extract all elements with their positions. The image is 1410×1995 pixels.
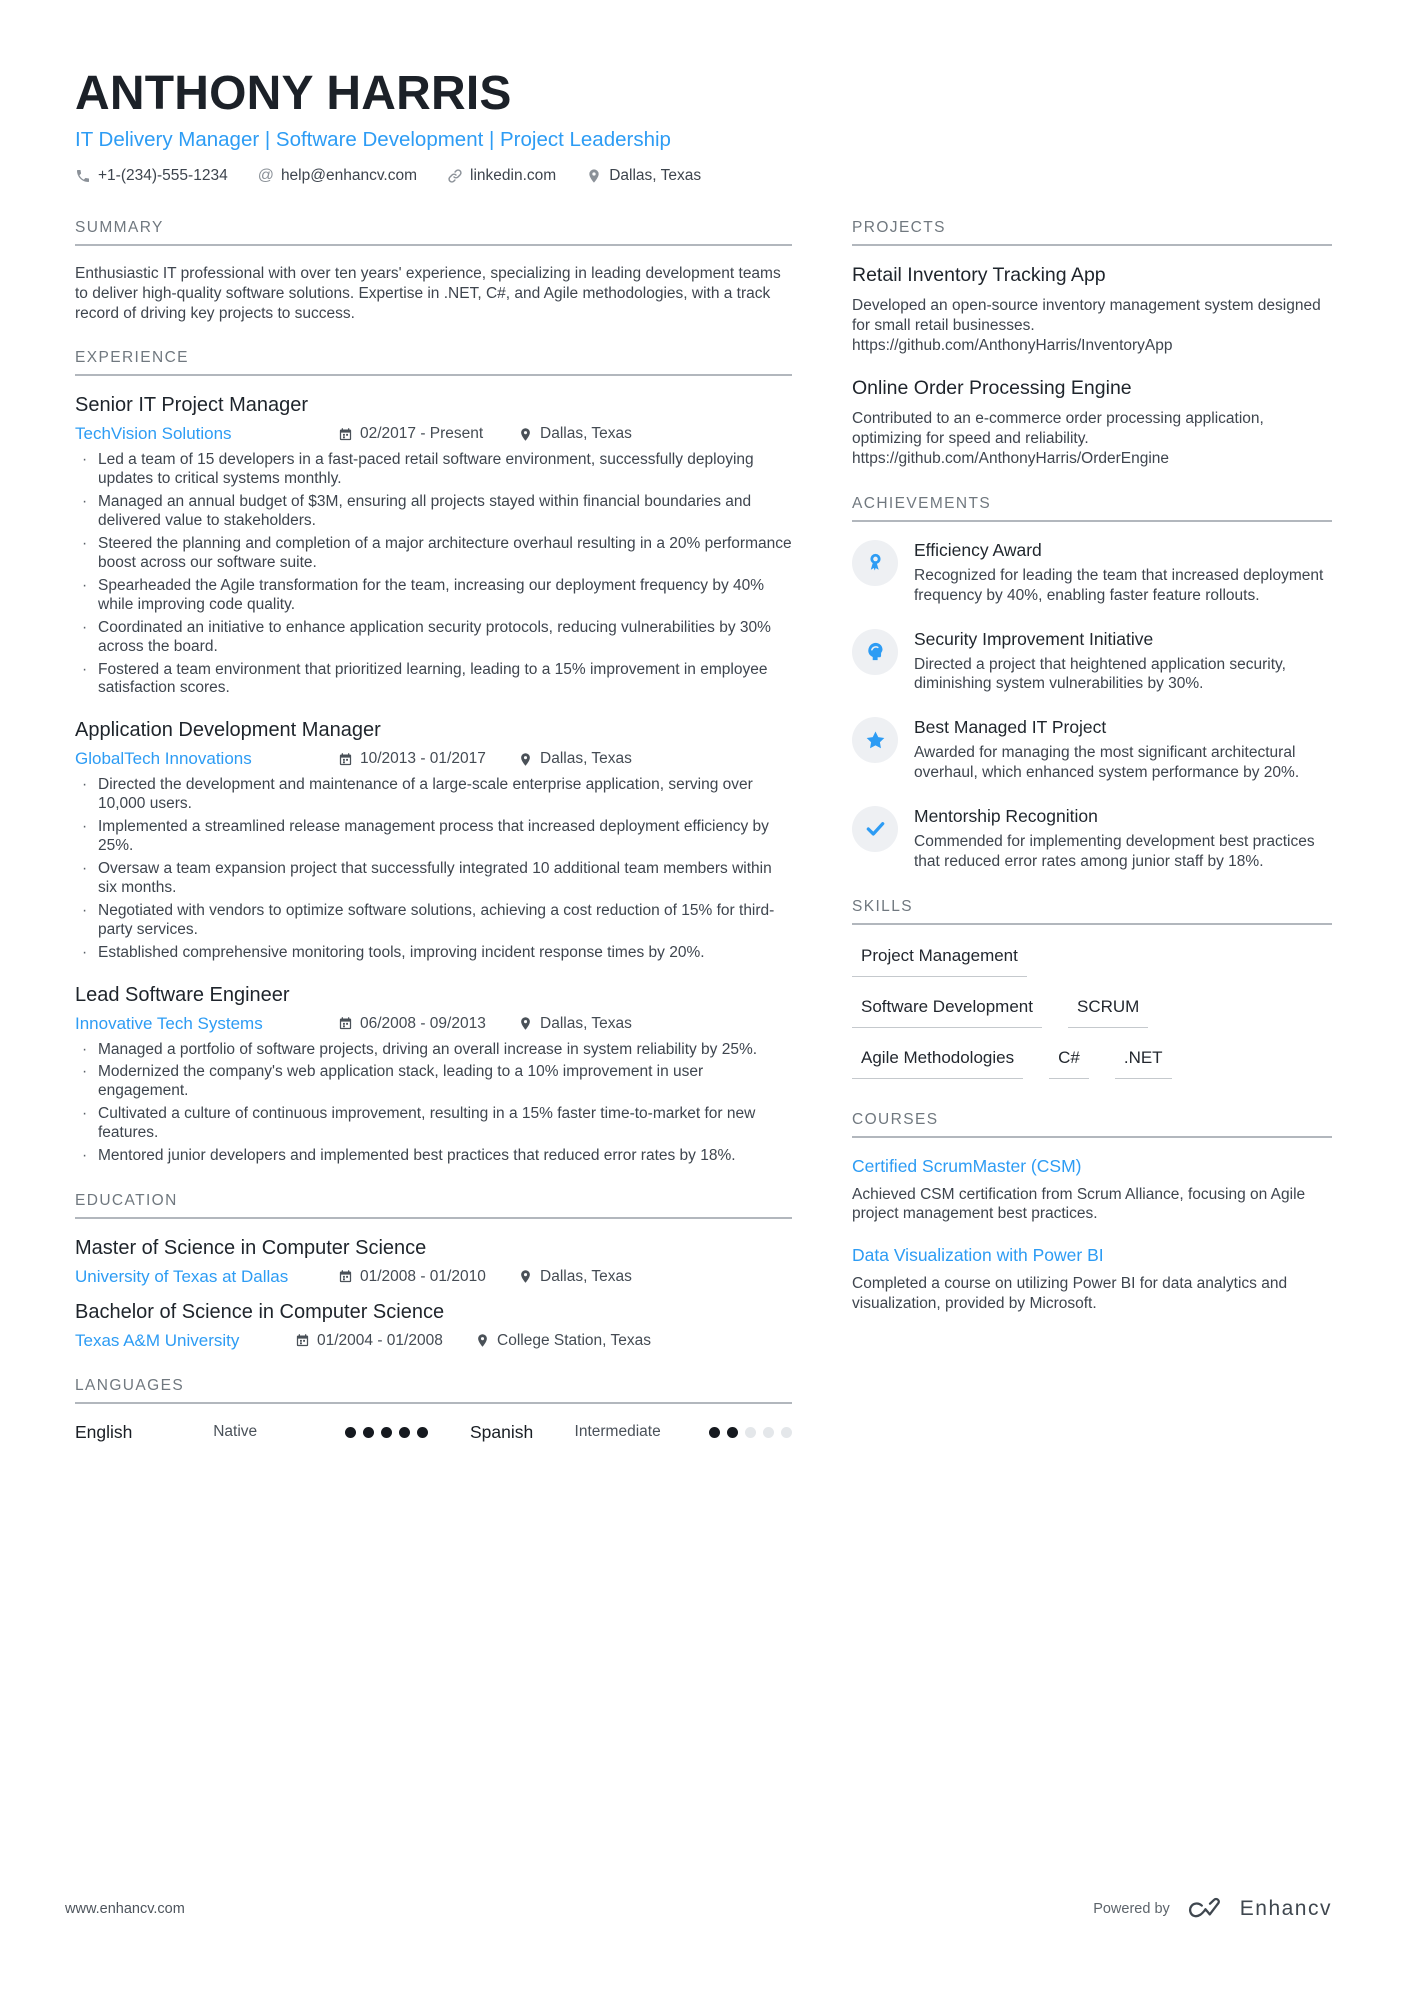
- language-level: Native: [213, 1423, 258, 1441]
- achievement-content: [914, 717, 1332, 783]
- education-location-text: Dallas, Texas: [540, 1267, 632, 1285]
- email-contact: [258, 167, 417, 185]
- project-description: Developed an open-source inventory management system designed for small retail businesses.: [852, 297, 1321, 334]
- achievement-description: Awarded for managing the most significant architectural overhaul, which enhanced system performance by 20%.: [914, 744, 1300, 782]
- experience-entry: [75, 719, 792, 962]
- degree-title: Bachelor of Science in Computer Science: [75, 1300, 445, 1323]
- job-location-text: Dallas, Texas: [540, 750, 632, 768]
- job-bullet: · Established comprehensive monitoring tools, improving incident response times by 20%.: [75, 944, 792, 963]
- degree-title: Master of Science in Computer Science: [75, 1236, 427, 1259]
- skills-row: [852, 1045, 1332, 1079]
- project-description: Contributed to an e-commerce order processing application, optimizing for speed and reliability.: [852, 410, 1264, 448]
- job-bullets: [75, 776, 792, 962]
- job-location: [518, 1015, 632, 1033]
- calendar-icon: [338, 427, 353, 442]
- job-location-text: Dallas, Texas: [540, 1014, 632, 1032]
- link-icon: [447, 168, 463, 184]
- achievement-title: Mentorship Recognition: [914, 805, 1098, 826]
- skills-section: [852, 898, 1332, 1079]
- education-section: [75, 1192, 792, 1351]
- job-dates-text: 02/2017 - Present: [360, 425, 484, 443]
- proficiency-dot: [417, 1427, 428, 1438]
- language-level: Intermediate: [574, 1423, 661, 1441]
- proficiency-dot: [727, 1427, 738, 1438]
- languages-heading: LANGUAGES: [75, 1377, 792, 1404]
- job-bullet: · Managed a portfolio of software projects, driving an overall increase in system reliability by 25%.: [75, 1041, 792, 1060]
- proficiency-dot: [745, 1427, 756, 1438]
- achievement-entry: [852, 629, 1332, 695]
- job-bullet: · Fostered a team environment that prioritized learning, leading to a 15% improvement in employee satisfaction scores.: [75, 661, 792, 699]
- education-dates-text: 01/2008 - 01/2010: [360, 1267, 486, 1285]
- school-link[interactable]: Texas A&M University: [75, 1330, 240, 1350]
- achievements-section: [852, 495, 1332, 872]
- location-pin-icon: [518, 752, 533, 767]
- project-url[interactable]: https://github.com/AnthonyHarris/InventoryApp: [852, 336, 1173, 354]
- location-text: Dallas, Texas: [609, 167, 702, 184]
- job-meta-row: [75, 424, 792, 444]
- achievement-description: Commended for implementing development best practices that reduced error rates among junior staff by 18%.: [914, 832, 1315, 870]
- education-location: [518, 1268, 632, 1286]
- project-url[interactable]: https://github.com/AnthonyHarris/OrderEngine: [852, 450, 1170, 468]
- mind-icon: [852, 629, 898, 675]
- course-title-link[interactable]: Certified ScrumMaster (CSM): [852, 1155, 1082, 1176]
- calendar-icon: [338, 752, 353, 767]
- achievement-title: Efficiency Award: [914, 539, 1042, 560]
- check-icon: [852, 806, 898, 852]
- calendar-icon: [338, 1269, 353, 1284]
- summary-text: Enthusiastic IT professional with over ten years' experience, specializing in leading development teams to deliver high-quality software solutions. Expertise in .NET, C#, and Agile methodologies, with a track record of driving key projects to success.: [75, 265, 781, 322]
- job-bullet: · Cultivated a culture of continuous improvement, resulting in a 15% faster time-to-market for new features.: [75, 1105, 792, 1143]
- skills-row: [852, 994, 1332, 1028]
- education-meta-row: [75, 1267, 792, 1287]
- job-bullet: · Oversaw a team expansion project that successfully integrated 10 additional team members within six months.: [75, 860, 792, 898]
- location-pin-icon: [518, 1269, 533, 1284]
- job-title: Senior IT Project Manager: [75, 394, 309, 417]
- skill-tag: Software Development: [852, 994, 1042, 1028]
- education-dates: [295, 1332, 475, 1350]
- achievements-heading: ACHIEVEMENTS: [852, 495, 1332, 522]
- skill-tag: Agile Methodologies: [852, 1045, 1023, 1079]
- proficiency-dot: [709, 1427, 720, 1438]
- job-bullet: · Spearheaded the Agile transformation for the team, increasing our deployment frequency by 40% while improving code quality.: [75, 577, 792, 615]
- course-entry: [852, 1245, 1332, 1314]
- left-column: [75, 219, 792, 1469]
- job-location: [518, 750, 632, 768]
- job-title: Application Development Manager: [75, 719, 381, 742]
- location-icon: [586, 168, 602, 184]
- courses-heading: COURSES: [852, 1111, 1332, 1138]
- proficiency-dot: [381, 1427, 392, 1438]
- job-dates-text: 10/2013 - 01/2017: [360, 750, 486, 768]
- achievement-content: [914, 629, 1332, 695]
- job-bullet: · Implemented a streamlined release management process that increased deployment efficiency by 25%.: [75, 818, 792, 856]
- email-icon: @: [257, 167, 274, 184]
- projects-section: [852, 219, 1332, 469]
- enhancv-site-link[interactable]: www.enhancv.com: [65, 1901, 185, 1917]
- job-bullets: [75, 451, 792, 698]
- job-meta-row: [75, 749, 792, 769]
- achievement-entry: [852, 806, 1332, 872]
- proficiency-dot: [399, 1427, 410, 1438]
- proficiency-dot: [345, 1427, 356, 1438]
- location-pin-icon: [475, 1333, 490, 1348]
- email-address[interactable]: help@enhancv.com: [280, 167, 418, 184]
- project-entry: [852, 264, 1332, 355]
- job-location-text: Dallas, Texas: [540, 425, 632, 443]
- star-icon: [852, 717, 898, 763]
- achievement-entry: [852, 540, 1332, 606]
- job-dates: [338, 425, 518, 443]
- achievement-entry: [852, 717, 1332, 783]
- education-dates-text: 01/2004 - 01/2008: [317, 1331, 443, 1349]
- company-link[interactable]: GlobalTech Innovations: [75, 749, 252, 769]
- linkedin-contact: [447, 167, 556, 185]
- job-bullet: · Directed the development and maintenance of a large-scale enterprise application, serving over 10,000 users.: [75, 776, 792, 814]
- job-meta-row: [75, 1014, 792, 1034]
- job-bullet: · Mentored junior developers and implemented best practices that reduced error rates by 18%.: [75, 1147, 792, 1166]
- person-name: ANTHONY HARRIS: [75, 67, 512, 120]
- resume-header: [75, 66, 1332, 185]
- course-description: Completed a course on utilizing Power BI for data analytics and visualization, provided by Microsoft.: [852, 1275, 1288, 1313]
- language-name: Spanish: [470, 1421, 534, 1442]
- contact-row: [75, 167, 1332, 185]
- skill-tag: Project Management: [852, 943, 1027, 977]
- person-headline: IT Delivery Manager | Software Development | Project Leadership: [75, 128, 671, 151]
- calendar-icon: [295, 1333, 310, 1348]
- education-entry: [75, 1237, 792, 1287]
- job-bullet: · Negotiated with vendors to optimize software solutions, achieving a cost reduction of 15% for third-party services.: [75, 902, 792, 940]
- proficiency-dot: [363, 1427, 374, 1438]
- achievement-title: Best Managed IT Project: [914, 717, 1107, 738]
- location-pin-icon: [518, 427, 533, 442]
- job-dates-text: 06/2008 - 09/2013: [360, 1014, 486, 1032]
- language-proficiency-dots: [338, 1427, 428, 1438]
- job-bullet: · Steered the planning and completion of a major architecture overhaul resulting in a 20% performance boost across our software suite.: [75, 535, 792, 573]
- courses-section: [852, 1111, 1332, 1314]
- job-bullet: · Coordinated an initiative to enhance application security protocols, reducing vulnerabilities by 30% across the board.: [75, 619, 792, 657]
- skill-tag: SCRUM: [1068, 994, 1148, 1028]
- course-description: Achieved CSM certification from Scrum Alliance, focusing on Agile project management best practices.: [852, 1185, 1306, 1223]
- skills-row: [852, 943, 1332, 977]
- job-bullet: · Modernized the company's web application stack, leading to a 10% improvement in user engagement.: [75, 1063, 792, 1101]
- page-footer: [65, 1895, 1332, 1923]
- proficiency-dot: [763, 1427, 774, 1438]
- languages-section: [75, 1377, 792, 1443]
- projects-heading: PROJECTS: [852, 219, 1332, 246]
- experience-heading: EXPERIENCE: [75, 349, 792, 376]
- calendar-icon: [338, 1016, 353, 1031]
- project-name: Online Order Processing Engine: [852, 377, 1132, 400]
- summary-heading: SUMMARY: [75, 219, 792, 246]
- project-entry: [852, 377, 1332, 468]
- skill-tag: .NET: [1115, 1045, 1172, 1079]
- education-heading: EDUCATION: [75, 1192, 792, 1219]
- summary-section: [75, 219, 792, 323]
- job-dates: [338, 750, 518, 768]
- phone-icon: [75, 168, 91, 184]
- powered-by-label: Powered by: [1093, 1901, 1170, 1917]
- location-contact: [586, 167, 701, 185]
- education-entry: [75, 1301, 792, 1351]
- language-entry: [75, 1422, 470, 1443]
- education-meta-row: [75, 1331, 792, 1351]
- enhancv-wordmark[interactable]: Enhancv: [1239, 1897, 1332, 1920]
- linkedin-url[interactable]: linkedin.com: [470, 167, 557, 184]
- location-pin-icon: [518, 1016, 533, 1031]
- experience-section: [75, 349, 792, 1165]
- achievement-description: Recognized for leading the team that increased deployment frequency by 40%, enabling faster feature rollouts.: [914, 566, 1324, 604]
- enhancv-logo[interactable]: [1184, 1895, 1226, 1923]
- job-dates: [338, 1015, 518, 1033]
- experience-entry: [75, 394, 792, 698]
- company-link[interactable]: TechVision Solutions: [75, 424, 232, 444]
- job-title: Lead Software Engineer: [75, 983, 290, 1006]
- education-location-text: College Station, Texas: [497, 1331, 651, 1349]
- language-entry: [470, 1422, 792, 1443]
- achievement-content: [914, 540, 1332, 606]
- skills-heading: SKILLS: [852, 898, 1332, 925]
- right-column: [852, 219, 1332, 1469]
- proficiency-dot: [781, 1427, 792, 1438]
- skill-tag: C#: [1049, 1045, 1089, 1079]
- medal-icon: [852, 540, 898, 586]
- job-location: [518, 425, 632, 443]
- phone-contact: [75, 167, 228, 185]
- education-location: [475, 1332, 651, 1350]
- achievement-title: Security Improvement Initiative: [914, 628, 1154, 649]
- project-name: Retail Inventory Tracking App: [852, 264, 1106, 286]
- company-link[interactable]: Innovative Tech Systems: [75, 1013, 263, 1033]
- school-link[interactable]: University of Texas at Dallas: [75, 1266, 289, 1286]
- education-dates: [338, 1268, 518, 1286]
- job-bullet: · Led a team of 15 developers in a fast-paced retail software environment, successfully deploying updates to critical systems monthly.: [75, 451, 792, 489]
- achievement-content: [914, 806, 1332, 872]
- language-name: English: [75, 1421, 133, 1442]
- languages-row: [75, 1422, 792, 1443]
- achievement-description: Directed a project that heightened application security, diminishing system vulnerabilities by 30%.: [914, 655, 1286, 693]
- powered-by-block: [1093, 1895, 1332, 1923]
- job-bullets: [75, 1041, 792, 1166]
- phone-number[interactable]: +1-(234)-555-1234: [98, 167, 228, 184]
- experience-entry: [75, 984, 792, 1166]
- course-entry: [852, 1156, 1332, 1225]
- language-proficiency-dots: [702, 1427, 792, 1438]
- job-bullet: · Managed an annual budget of $3M, ensuring all projects stayed within financial boundaries and delivered value to stakeholders.: [75, 493, 792, 531]
- course-title-link[interactable]: Data Visualization with Power BI: [852, 1245, 1104, 1266]
